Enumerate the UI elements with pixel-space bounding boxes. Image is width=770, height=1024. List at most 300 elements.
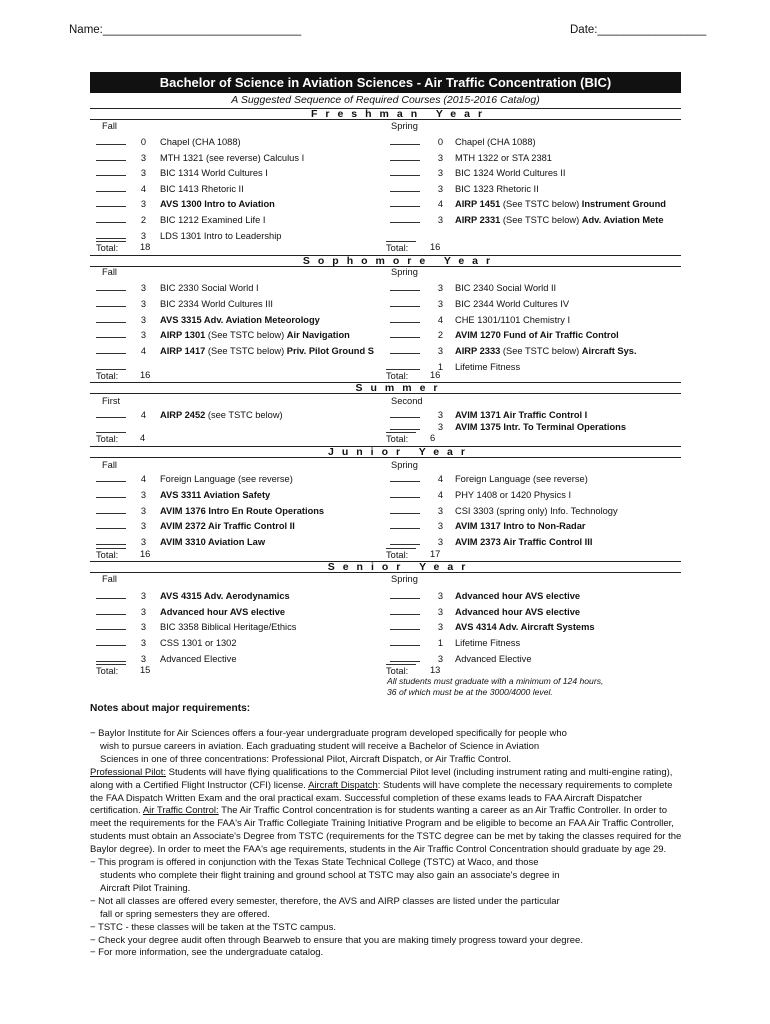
course-row <box>390 135 682 149</box>
course-text: BIC 2334 World Cultures III <box>160 298 273 309</box>
course-text: BIC 2330 Social World I <box>160 283 259 293</box>
course-row <box>390 313 682 327</box>
course-row <box>390 488 682 502</box>
course-row <box>96 605 396 619</box>
grade-blank[interactable] <box>390 520 420 529</box>
course-name <box>455 360 682 374</box>
course-text: Chapel (CHA 1088) <box>455 137 536 147</box>
total-label: Total: <box>386 241 416 254</box>
course-note: (See TSTC below) <box>500 215 582 225</box>
course-bold-text: Advanced hour AVS elective <box>455 606 581 617</box>
course-note: (See TSTC below) <box>205 330 287 341</box>
course-text: BIC 2344 World Cultures IV <box>455 298 570 309</box>
total-value: 17 <box>430 549 441 559</box>
grade-blank[interactable] <box>390 536 420 545</box>
notes-title: Notes about major requirements: <box>90 703 251 714</box>
course-bold-text: AIRP 2331 <box>455 215 501 225</box>
grade-blank[interactable] <box>390 473 420 482</box>
note-line: − Not all classes are offered every semester, therefore, the AVS and AIRP classes are listed under the particular <box>90 895 560 907</box>
grade-blank[interactable] <box>390 505 420 514</box>
course-row <box>96 472 396 486</box>
course-name <box>455 197 682 211</box>
air-traffic-control-text: The Air Traffic Control concentration is for students wanting a career as an Air Traffic Controller. In order to meet the requirements for the FAA's Air Traffic Collegiate Training Initiative Program and be eligible to become an FAA Air Traffic Controller, students must obtain an Associate's Degree from TSTC (requirements for the TSTC degree can be met by taking the classes required for the Baylor degree). In order to meet the FAA's age requirements, students in the Air Traffic Control Concentration should graduate by age 29. <box>90 805 682 856</box>
course-row <box>96 519 396 533</box>
course-bold-text: Advanced hour AVS elective <box>160 606 286 617</box>
grade-blank[interactable] <box>96 282 126 291</box>
course-credits: 3 <box>437 168 443 179</box>
page-title: Bachelor of Science in Aviation Sciences - Air Traffic Concentration (BIC) <box>90 72 681 93</box>
course-text: Chapel (CHA 1088) <box>160 137 241 147</box>
course-credits: 4 <box>140 474 146 484</box>
course-credits: 4 <box>437 314 443 325</box>
course-credits: 3 <box>140 152 146 163</box>
course-text: Foreign Language (see reverse) <box>455 474 588 484</box>
course-credits: 1 <box>437 638 443 649</box>
course-name <box>160 472 394 486</box>
course-text: CSI 3303 (spring only) Info. Technology <box>455 505 618 516</box>
note-line: Sciences in one of three concentrations: Professional Pilot, Aircraft Dispatch, or Air Traffic Control. <box>100 753 512 765</box>
second-total <box>386 432 466 444</box>
total-value: 16 <box>430 370 441 380</box>
course-credits: 3 <box>437 410 443 420</box>
course-bold-text: AVIM 1317 Intro to Non-Radar <box>455 521 586 532</box>
fall-label: Fall <box>102 121 117 131</box>
course-name <box>160 328 394 342</box>
grade-blank[interactable] <box>96 621 126 630</box>
grade-blank[interactable] <box>96 329 126 338</box>
grade-blank[interactable] <box>96 198 126 207</box>
course-name <box>160 166 394 180</box>
spring-label: Spring <box>391 460 418 470</box>
grade-blank[interactable] <box>390 421 420 430</box>
course-row <box>390 344 682 358</box>
course-note: (See TSTC below) <box>500 199 582 210</box>
grade-blank[interactable] <box>390 198 420 207</box>
date-field[interactable]: Date:_________________ <box>570 24 707 36</box>
grade-blank[interactable] <box>96 167 126 176</box>
course-credits: 3 <box>437 591 443 601</box>
grade-blank[interactable] <box>96 606 126 615</box>
course-name <box>160 504 394 518</box>
course-row <box>96 213 396 227</box>
course-name <box>160 229 394 243</box>
course-credits: 3 <box>140 622 146 633</box>
concentration-description <box>90 767 682 857</box>
grade-blank[interactable] <box>96 520 126 529</box>
course-name <box>455 182 682 196</box>
grade-blank[interactable] <box>390 621 420 630</box>
note-line: wish to pursue careers in aviation. Each graduating student will receive a Bachelor of Science in Aviation <box>100 740 540 752</box>
grade-blank[interactable] <box>390 329 420 338</box>
spring-total <box>386 369 466 381</box>
course-row <box>96 408 396 422</box>
note-line: − Baylor Institute for Air Sciences offers a four-year undergraduate program developed specifically for people who <box>90 728 567 739</box>
course-name <box>160 197 394 211</box>
course-row <box>390 504 682 518</box>
spring-total <box>386 664 466 676</box>
note-line: − For more information, see the undergraduate catalog. <box>90 947 324 959</box>
course-credits: 3 <box>140 314 146 325</box>
grade-blank[interactable] <box>390 314 420 323</box>
course-name <box>455 605 682 619</box>
course-row <box>390 620 682 634</box>
course-row <box>96 281 396 295</box>
grade-blank[interactable] <box>390 653 420 662</box>
fall-label: Fall <box>102 574 117 584</box>
course-credits: 3 <box>140 606 146 617</box>
course-row <box>96 197 396 211</box>
course-row <box>390 281 682 295</box>
course-text: Lifetime Fitness <box>455 638 521 649</box>
course-name <box>160 151 394 165</box>
course-name <box>160 488 394 502</box>
grade-blank[interactable] <box>96 653 126 662</box>
course-name <box>160 636 394 650</box>
total-label: Total: <box>96 432 126 445</box>
graduation-note <box>387 676 647 698</box>
course-credits: 3 <box>437 521 443 532</box>
course-credits: 3 <box>140 653 146 664</box>
course-credits: 3 <box>437 622 443 633</box>
course-credits: 3 <box>140 230 146 241</box>
course-name <box>160 519 394 533</box>
course-row <box>390 636 682 650</box>
course-note: (See TSTC below) <box>500 346 582 357</box>
course-name <box>160 535 394 549</box>
course-row <box>96 313 396 327</box>
grade-blank[interactable] <box>390 152 420 161</box>
grade-blank[interactable] <box>390 590 420 599</box>
course-credits: 0 <box>140 137 146 147</box>
course-text: Advanced Elective <box>160 653 237 664</box>
course-bold-text: Instrument Ground <box>581 199 666 210</box>
course-name <box>455 620 682 634</box>
grade-blank[interactable] <box>390 489 420 498</box>
fall-total <box>96 369 176 381</box>
course-bold-text: Advanced hour AVS elective <box>455 591 581 601</box>
note-line: fall or spring semesters they are offered. <box>100 908 270 920</box>
course-text: MTH 1321 (see reverse) Calculus I <box>160 152 305 163</box>
course-credits: 4 <box>140 410 146 420</box>
course-name <box>455 344 682 358</box>
grade-blank[interactable] <box>96 152 126 161</box>
grade-blank[interactable] <box>96 637 126 646</box>
course-text: MTH 1322 or STA 2381 <box>455 152 552 163</box>
total-label: Total: <box>386 432 416 445</box>
notes-body <box>90 728 682 960</box>
freshman-year-header: Freshman Year <box>90 108 681 120</box>
course-credits: 3 <box>437 283 443 293</box>
course-row <box>96 297 396 311</box>
course-name <box>160 605 394 619</box>
grade-blank[interactable] <box>96 345 126 354</box>
course-name <box>455 636 682 650</box>
course-text: Lifetime Fitness <box>455 362 521 372</box>
total-value: 16 <box>140 370 151 380</box>
course-credits: 3 <box>140 298 146 309</box>
course-name <box>455 281 682 295</box>
grade-blank[interactable] <box>390 167 420 176</box>
grade-blank[interactable] <box>390 409 420 418</box>
course-bold-text: AIRP 2333 <box>455 346 501 357</box>
course-text: CHE 1301/1101 Chemistry I <box>455 314 571 325</box>
spring-total <box>386 241 466 253</box>
spring-label: Spring <box>391 267 418 277</box>
course-row <box>96 589 396 603</box>
course-text: BIC 1324 World Cultures II <box>455 168 566 179</box>
course-row <box>96 151 396 165</box>
course-credits: 2 <box>140 215 146 225</box>
course-name <box>455 420 682 434</box>
fall-total <box>96 664 176 676</box>
note-line: − TSTC - these classes will be taken at the TSTC campus. <box>90 921 336 933</box>
grade-blank[interactable] <box>390 282 420 291</box>
course-bold-text: AVIM 2372 Air Traffic Control II <box>160 521 295 532</box>
course-row <box>390 297 682 311</box>
course-credits: 3 <box>437 505 443 516</box>
course-text: BIC 1314 World Cultures I <box>160 168 268 179</box>
course-row <box>96 135 396 149</box>
course-bold-text: AIRP 1301 <box>160 330 206 341</box>
course-name <box>455 135 682 149</box>
grade-blank[interactable] <box>96 590 126 599</box>
course-name <box>455 213 682 227</box>
grade-blank[interactable] <box>96 214 126 223</box>
course-bold-text: Priv. Pilot Ground S <box>286 346 374 357</box>
course-bold-text: AVIM 2373 Air Traffic Control III <box>455 537 593 548</box>
total-value: 4 <box>140 433 146 443</box>
course-credits: 4 <box>437 199 443 210</box>
course-name <box>455 328 682 342</box>
course-name <box>160 652 394 666</box>
course-credits: 3 <box>140 591 146 601</box>
total-value: 18 <box>140 242 151 252</box>
total-label: Total: <box>96 548 126 561</box>
course-row <box>96 636 396 650</box>
course-name <box>455 166 682 180</box>
total-label: Total: <box>386 369 416 382</box>
course-row <box>96 504 396 518</box>
course-credits: 3 <box>140 537 146 548</box>
course-bold-text: AVIM 1376 Intro En Route Operations <box>160 505 325 516</box>
course-credits: 4 <box>140 346 146 357</box>
course-name <box>160 313 394 327</box>
course-text: BIC 1323 Rhetoric II <box>455 183 539 194</box>
course-credits: 1 <box>437 362 443 372</box>
total-label: Total: <box>96 241 126 254</box>
course-bold-text: AVS 3315 Adv. Aviation Meteorology <box>160 314 320 325</box>
course-name <box>455 519 682 533</box>
fall-label: Fall <box>102 460 117 470</box>
course-credits: 3 <box>437 653 443 664</box>
course-name <box>160 213 394 227</box>
grade-blank[interactable] <box>96 298 126 307</box>
course-bold-text: Adv. Aviation Mete <box>581 215 664 225</box>
grade-blank[interactable] <box>390 298 420 307</box>
course-credits: 3 <box>140 168 146 179</box>
course-credits: 0 <box>437 137 443 147</box>
course-name <box>160 408 394 422</box>
spring-label: Spring <box>391 121 418 131</box>
course-credits: 3 <box>437 298 443 309</box>
course-bold-text: AVIM 1270 Fund of Air Traffic Control <box>455 330 619 341</box>
course-row <box>390 151 682 165</box>
course-credits: 3 <box>437 422 443 432</box>
course-credits: 3 <box>140 283 146 293</box>
grade-blank[interactable] <box>96 409 126 418</box>
course-name <box>455 652 682 666</box>
course-row <box>390 166 682 180</box>
grade-blank[interactable] <box>390 345 420 354</box>
course-credits: 3 <box>140 505 146 516</box>
course-credits: 3 <box>437 183 443 194</box>
course-text: BIC 1413 Rhetoric II <box>160 183 244 194</box>
course-bold-text: AVIM 1375 Intr. To Terminal Operations <box>455 422 626 432</box>
course-row <box>96 620 396 634</box>
grade-blank[interactable] <box>96 314 126 323</box>
course-bold-text: AVIM 3310 Aviation Law <box>160 537 266 548</box>
course-credits: 3 <box>437 606 443 617</box>
course-row <box>390 605 682 619</box>
grade-blank[interactable] <box>96 136 126 145</box>
total-label: Total: <box>386 548 416 561</box>
course-note: (see TSTC below) <box>205 410 283 420</box>
course-bold-text: AVS 4314 Adv. Aircraft Systems <box>455 622 595 633</box>
grade-blank[interactable] <box>96 183 126 192</box>
course-name <box>160 297 394 311</box>
course-name <box>455 589 682 603</box>
course-bold-text: AVS 4315 Adv. Aerodynamics <box>160 591 290 601</box>
course-bold-text: AIRP 1417 <box>160 346 206 357</box>
total-value: 15 <box>140 665 151 675</box>
course-name <box>160 620 394 634</box>
professional-pilot-text: Students will have flying qualifications to the Commercial Pilot level (including instrument rating and multi-engine rating), along with a Certified Flight Instructor (CFI) license. <box>90 766 673 791</box>
page-subtitle: A Suggested Sequence of Required Courses (2015-2016 Catalog) <box>231 94 540 106</box>
course-text: Foreign Language (see reverse) <box>160 474 293 484</box>
grade-blank[interactable] <box>390 637 420 646</box>
note-line: students who complete their flight training and ground school at TSTC may also gain an associate's degree in <box>100 869 560 881</box>
course-credits: 3 <box>140 638 146 649</box>
note-line: − Check your degree audit often through Bearweb to ensure that you are making timely progress toward your degree. <box>90 934 583 946</box>
grade-blank[interactable] <box>96 230 126 239</box>
course-credits: 4 <box>437 489 443 500</box>
aircraft-dispatch-label: Aircraft Dispatch <box>308 779 378 791</box>
fall-total <box>96 548 176 560</box>
air-traffic-control-label: Air Traffic Control: <box>142 805 219 817</box>
course-bold-text: AVS 1300 Intro to Aviation <box>160 199 275 210</box>
grade-blank[interactable] <box>390 214 420 223</box>
course-credits: 3 <box>437 215 443 225</box>
course-bold-text: AIRP 1451 <box>455 199 501 210</box>
course-row <box>390 182 682 196</box>
course-name <box>160 344 394 358</box>
summer-header: Summer <box>90 382 681 394</box>
course-credits: 3 <box>140 521 146 532</box>
course-bold-text: Air Navigation <box>286 330 350 341</box>
course-name <box>455 151 682 165</box>
total-value: 6 <box>430 433 436 443</box>
course-bold-text: Aircraft Sys. <box>581 346 637 357</box>
course-name <box>455 535 682 549</box>
course-text: Advanced Elective <box>455 653 532 664</box>
aircraft-dispatch-text: : Students will have complete the necessary requirements to complete the FAA Dispatch Written Exam and the oral practical exam. Successful completion of these exams leads to FAA Aircraft Dispatcher certification. <box>90 779 673 817</box>
course-row <box>390 519 682 533</box>
senior-year-header: Senior Year <box>90 561 681 573</box>
fall-label: Fall <box>102 267 117 277</box>
note-line: − This program is offered in conjunction with the Texas State Technical College (TSTC) at Waco, and those <box>90 857 539 869</box>
graduation-note-line-2: 36 of which must be at the 3000/4000 level. <box>387 687 553 697</box>
course-text: CSS 1301 or 1302 <box>160 638 237 649</box>
grade-blank[interactable] <box>390 136 420 145</box>
course-credits: 3 <box>437 537 443 548</box>
total-label: Total: <box>386 664 416 677</box>
course-name <box>160 281 394 295</box>
total-label: Total: <box>96 664 126 677</box>
total-value: 13 <box>430 665 441 675</box>
first-total <box>96 432 176 444</box>
grade-blank[interactable] <box>390 606 420 615</box>
course-credits: 3 <box>437 152 443 163</box>
course-row <box>390 197 682 211</box>
spring-total <box>386 548 466 560</box>
grade-blank[interactable] <box>96 536 126 545</box>
course-row <box>390 472 682 486</box>
course-row <box>390 213 682 227</box>
grade-blank[interactable] <box>96 473 126 482</box>
course-credits: 3 <box>140 199 146 210</box>
spring-label: Spring <box>391 574 418 584</box>
course-name <box>455 313 682 327</box>
grade-blank[interactable] <box>96 489 126 498</box>
note-line: Aircraft Pilot Training. <box>100 882 191 894</box>
course-credits: 2 <box>437 330 443 341</box>
fall-total <box>96 241 176 253</box>
course-row <box>96 488 396 502</box>
sophomore-year-header: Sophomore Year <box>90 255 681 267</box>
course-bold-text: AVIM 1371 Air Traffic Control I <box>455 410 588 420</box>
course-name <box>455 297 682 311</box>
course-row <box>96 344 396 358</box>
course-credits: 3 <box>140 330 146 341</box>
course-bold-text: AIRP 2452 <box>160 410 206 420</box>
course-row <box>390 328 682 342</box>
course-credits: 4 <box>140 183 146 194</box>
course-text: BIC 1212 Examined Life I <box>160 215 266 225</box>
course-row <box>390 589 682 603</box>
grade-blank[interactable] <box>390 183 420 192</box>
first-session-label: First <box>102 396 121 406</box>
professional-pilot-label: Professional Pilot: <box>90 766 167 778</box>
course-row <box>96 328 396 342</box>
total-value: 16 <box>140 549 151 559</box>
second-session-label: Second <box>391 396 423 406</box>
course-text: BIC 2340 Social World II <box>455 283 557 293</box>
course-text: BIC 3358 Biblical Heritage/Ethics <box>160 622 297 633</box>
course-name <box>455 472 682 486</box>
course-row <box>96 182 396 196</box>
course-row <box>96 166 396 180</box>
total-label: Total: <box>96 369 126 382</box>
course-name <box>455 488 682 502</box>
graduation-note-line-1: All students must graduate with a minimum of 124 hours, <box>387 676 604 686</box>
course-credits: 3 <box>140 489 146 500</box>
course-credits: 3 <box>437 346 443 357</box>
course-name <box>455 504 682 518</box>
grade-blank[interactable] <box>96 505 126 514</box>
course-name <box>160 182 394 196</box>
name-field[interactable]: Name:_______________________________ <box>69 24 302 36</box>
course-credits: 4 <box>437 474 443 484</box>
